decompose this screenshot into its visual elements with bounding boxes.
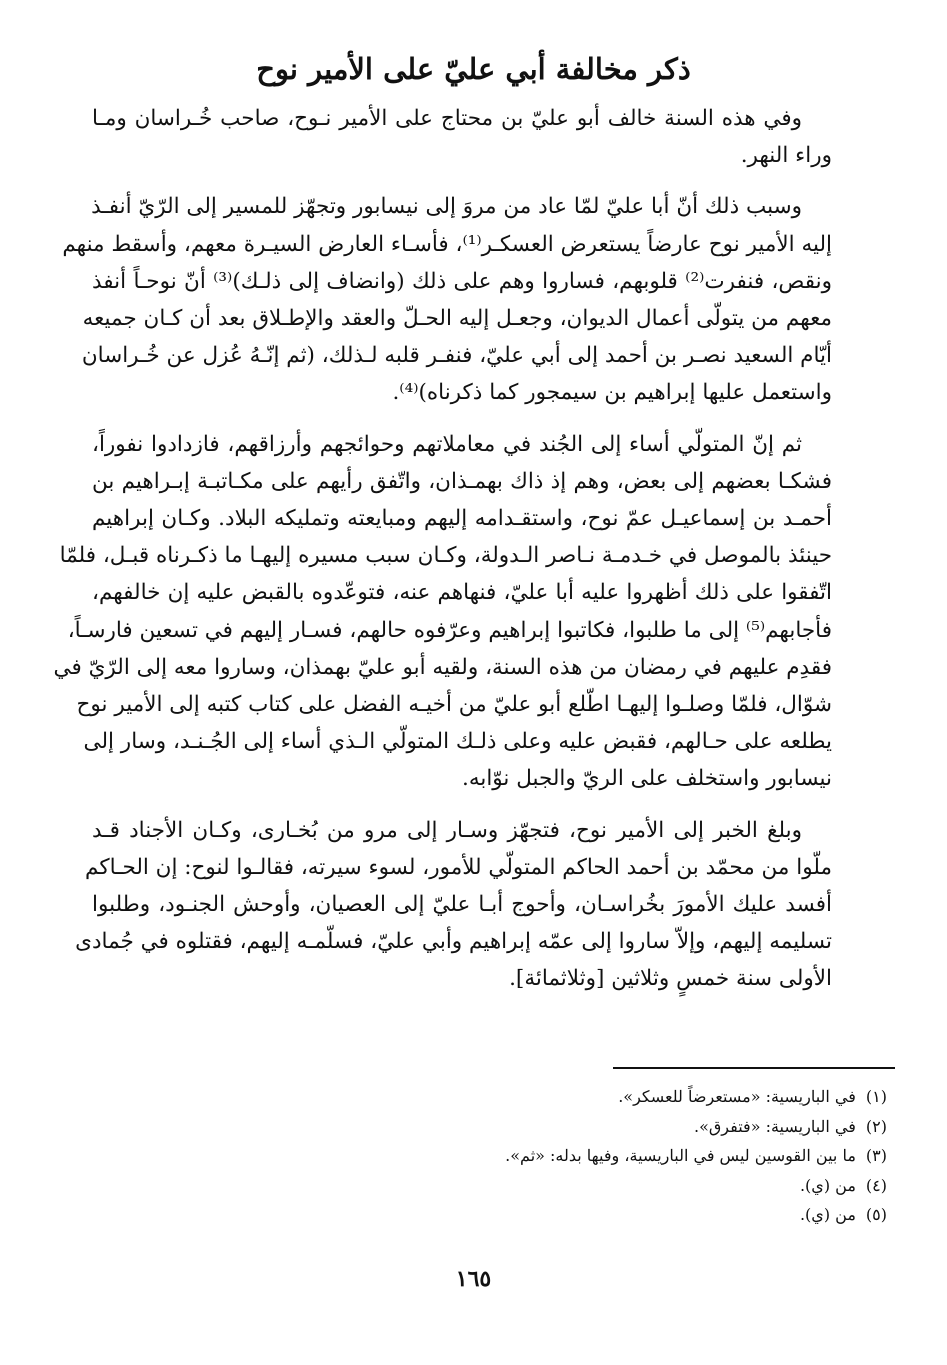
text-line: أفسد عليك الأمورَ بخُراسـان، وأحوج أبـا عليّ إلى العصيان، وأوحش الجنـود، وطلبوا [92, 892, 832, 918]
footnote [200, 1171, 887, 1201]
footnotes [200, 1082, 887, 1230]
text-line: واستعمل عليها إبراهيم بن سيمجور كما ذكرناه)⁽⁴⁾. [392, 380, 832, 406]
footnote [200, 1112, 887, 1142]
footnote-number: (١) [865, 1087, 887, 1106]
footnote [200, 1141, 887, 1171]
text-line: وفي هذه السنة خالف أبو عليّ بن محتاج على الأمير نـوح، صاحب خُـراسان ومـا [92, 106, 802, 131]
text-line: أيّام السعيد نصـر بن أحمد إلى أبي عليّ، فنفـر قلبه لـذلك، (ثم إنّـهُ عُزل عن خُـراسان [81, 343, 832, 369]
text-line: اتّفقوا على ذلك أظهروا عليه أبا عليّ، فنهاهم عنه، فتوعّدوه بالقبض عليه إن خالفهم، [92, 580, 832, 606]
text-line: ثم إنّ المتولّي أساء إلى الجُند في معاملاتهم وحوائجهم وأرزاقهم، فازدادوا نفوراً، [92, 431, 802, 457]
footnote-number: (٤) [865, 1175, 887, 1195]
footnote-text: في الباريسية: «فتفرق». [694, 1116, 856, 1136]
text-line: الأولى سنة خمسٍ وثلاثين [وثلاثمائة]. [509, 966, 832, 992]
text-line: ونقص، فنفرت⁽²⁾ قلوبهم، فساروا وهم على ذلك (وانضاف إلى ذلـك)⁽³⁾ أنّ نوحـاً أنفذ [92, 268, 832, 294]
text-line: ملّوا من محمّد بن أحمد الحاكم المتولّي للأمور، لسوء سيرته، فقالـوا لنوح: إن الحـاكم [85, 854, 832, 880]
text-line: فقدِم عليهم في رمضان من هذه السنة، ولقيه أبو عليّ بهمذان، وساروا معه إلى الرّيّ في [53, 654, 832, 680]
paragraph [62, 188, 832, 411]
text-line: إليه الأمير نوح عارضاً يستعرض العسكـر⁽¹⁾، فأسـاء العارض السيـرة معهم، وأسقط منهم [62, 231, 832, 257]
footnote [200, 1082, 887, 1112]
footnote-text: من (ي). [799, 1175, 856, 1195]
footnote-text: من (ي). [799, 1205, 856, 1224]
footnote-number: (٢) [865, 1116, 887, 1136]
footnote-number: (٣) [865, 1146, 887, 1165]
footnote-text: في الباريسية: «مستعرضاً للعسكر». [618, 1087, 856, 1106]
text-line: وراء النهر. [740, 143, 832, 169]
footnote [200, 1200, 887, 1230]
paragraph [92, 100, 832, 174]
text-line: فشكـا بعضهم إلى بعض، وهم إذ ذاك بهمـذان، واتّفق رأيهم على مكـاتبـة إبـراهيم بن [92, 468, 832, 494]
text-line: وسبب ذلك أنّ أبا عليّ لمّا عاد من مروَ إلى نيسابور وتجهّز للمسير إلى الرّيّ أنفـذ [91, 194, 802, 220]
text-line: أحمـد بن إسماعيـل عمّ نوح، واستقـدامه إليهم ومبايعته وتمليكه البلاد. وكـان إبراهيم [92, 506, 832, 532]
text-line: شوّال، فلمّا وصلـوا إليهـا اطّلع أبو عليّ من أخيـه الفضل على كتاب كتبه إلى الأمير نوح [76, 692, 832, 718]
paragraph [75, 812, 832, 998]
text-line: حينئذ بالموصل في خـدمـة نـاصر الـدولة، وكـان سبب مسيره إليهـا ما ذكـرناه قبـل، فلمّا [59, 543, 832, 569]
page-number: ١٦٥ [455, 1266, 492, 1292]
chapter-title: ذكر مخالفة أبي عليّ على الأمير نوح [256, 52, 691, 86]
paragraph [53, 426, 832, 798]
footnote-separator [613, 1067, 895, 1069]
text-line: تسليمه إليهم، وإلاّ ساروا إلى عمّه إبراهيم وأبي عليّ، فسلّمـه إليهم، فقتلوه في جُمادى [75, 929, 832, 955]
body-text [53, 100, 832, 1012]
text-line: نيسابور واستخلف على الريّ والجبل نوّابه. [461, 766, 832, 792]
text-line: معهم من يتولّى أعمال الديوان، وجعـل إليه الحـلّ والعقد والإطـلاق بعد أن كـان جميعه [82, 306, 832, 332]
footnote-number: (٥) [865, 1205, 887, 1224]
text-line: يطلعه على حـالهم، فقبض عليه وعلى ذلـك المتولّي الـذي أساء إلى الجُـنـد، وسار إلى [83, 729, 832, 755]
text-line: فأجابهم⁽⁵⁾ إلى ما طلبوا، فكاتبوا إبراهيم وعرّفوه حالهم، فسـار إليهم في تسعين فارسـاً، [67, 617, 832, 643]
text-line: وبلغ الخبر إلى الأمير نوح، فتجهّز وسـار إلى مرو من بُخـارى، وكـان الأجناد قـد [92, 817, 802, 843]
footnote-text: ما بين القوسين ليس في الباريسية، وفيها بدله: «ثم». [505, 1146, 856, 1165]
